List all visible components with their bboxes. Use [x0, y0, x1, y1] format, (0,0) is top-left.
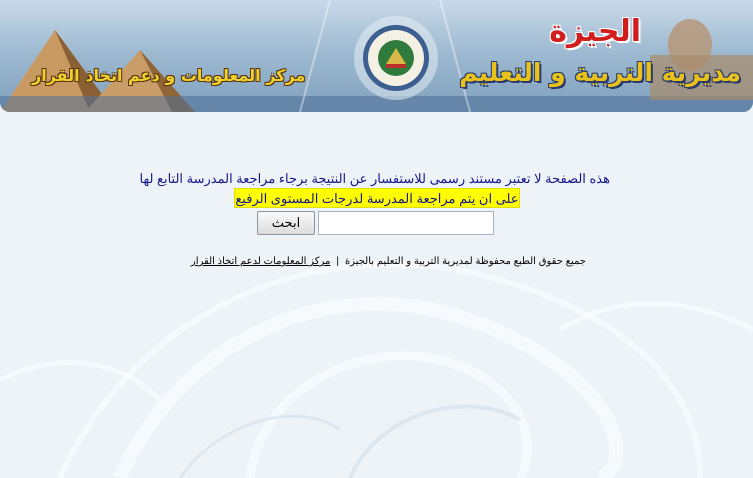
- notice-highlight: على ان يتم مراجعة المدرسة لدرجات المستوى الرفيع: [234, 188, 520, 208]
- directorate-emblem-icon: [354, 16, 438, 100]
- search-input[interactable]: [318, 211, 494, 235]
- directorate-title: مديرية التربية و التعليم: [459, 58, 741, 87]
- header-banner: [0, 0, 753, 112]
- footer-separator: |: [336, 256, 339, 267]
- center-title: مركز المعلومات و دعم اتخاذ القرار: [32, 66, 306, 85]
- search-button[interactable]: ابحث: [257, 211, 315, 235]
- copyright-text: جميع حقوق الطبع محفوظة لمديرية التربية و التعليم بالجيزة: [344, 256, 586, 267]
- footer: [120, 256, 586, 267]
- notice-text: هذه الصفحة لا تعتبر مستند رسمى للاستفسار عن النتيجة برجاء مراجعة المدرسة التابع لها: [139, 171, 610, 186]
- governorate-title: الجيزة: [549, 14, 641, 49]
- info-center-link[interactable]: مركز المعلومات لدعم اتخاذ القرار: [190, 256, 331, 267]
